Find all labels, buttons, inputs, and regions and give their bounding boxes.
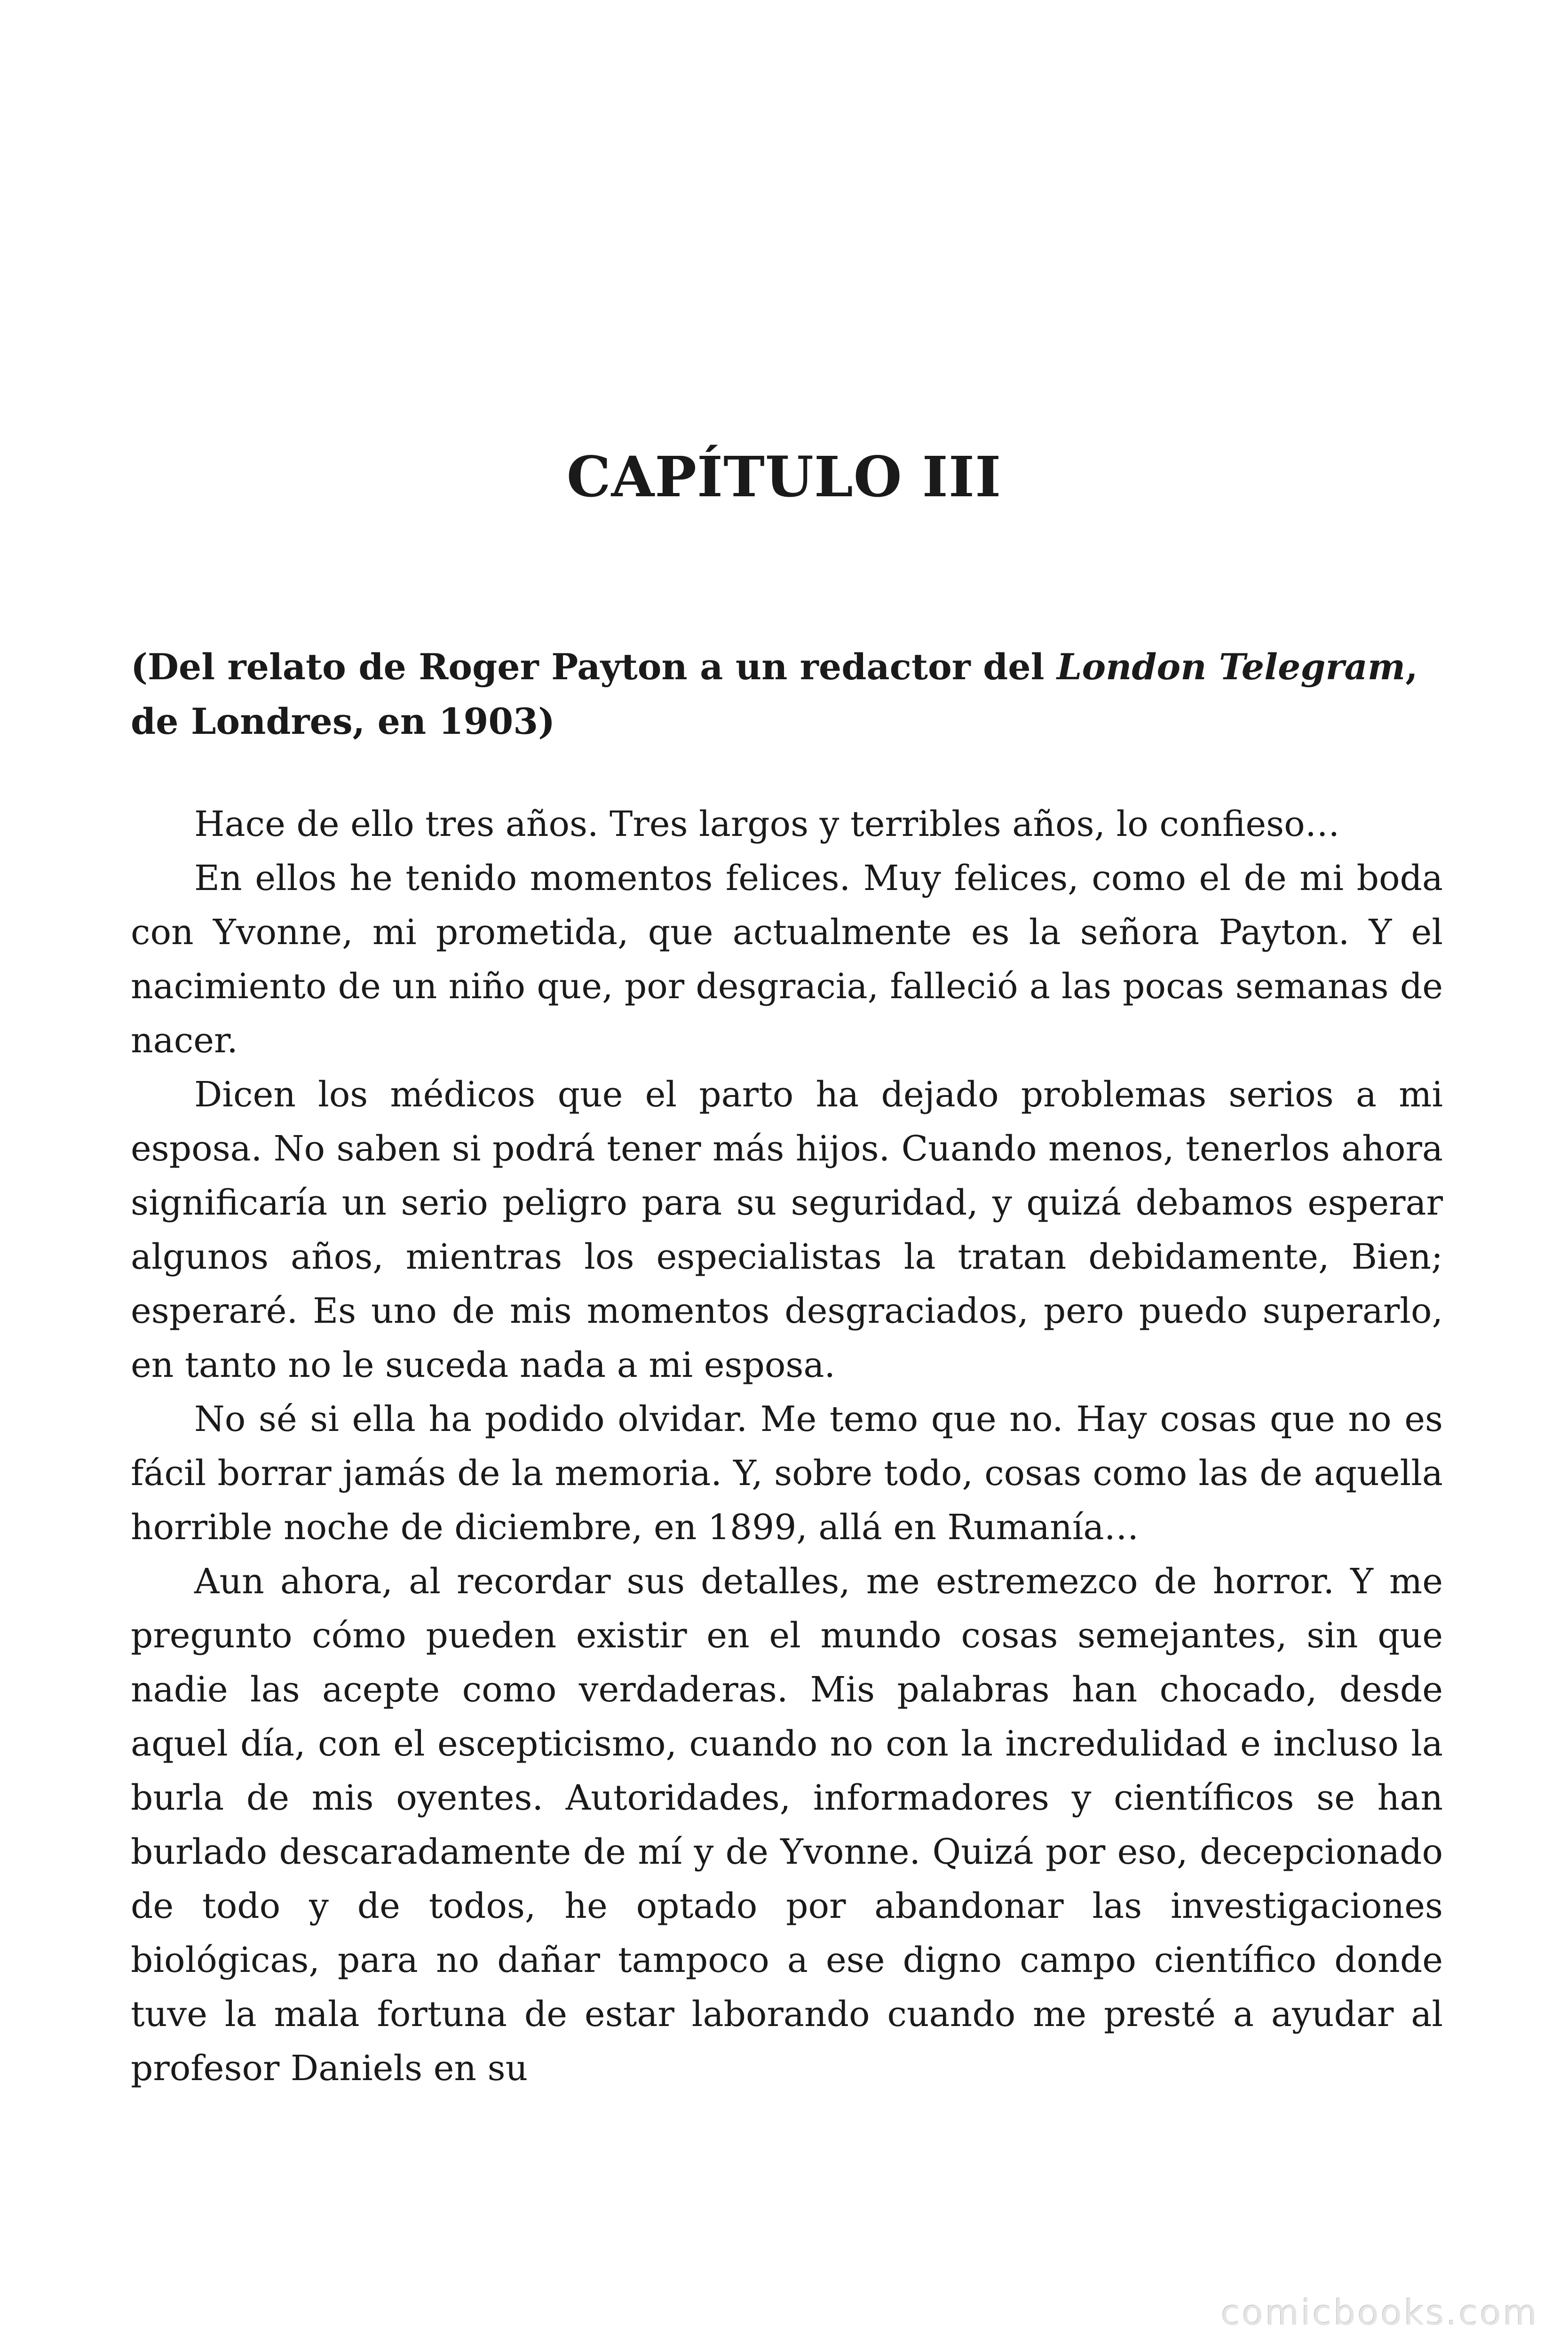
body-text [131, 797, 1443, 2096]
paragraph: Dicen los médicos que el parto ha dejado problemas serios a mi esposa. No saben si podrá tener más hijos. Cuando menos, tenerlos ahora significaría un serio peligro para su seguridad, y quizá debamos esperar algunos años, mientras los especialistas la tratan debidamente, Bien; esperaré. Es uno de mis momentos desgraciados, pero puedo superarlo, en tanto no le suceda nada a mi esposa. [131, 1074, 1443, 1385]
watermark-logo: comicbooks.com [1221, 2293, 1539, 2333]
paragraph: Aun ahora, al recordar sus detalles, me estremezco de horror. Y me pregunto cómo pueden existir en el mundo cosas semejantes, sin que nadie las acepte como verdaderas. Mis palabras han chocado, desde aquel día, con el escepticismo, cuando no con la incredulidad e incluso la burla de mis oyentes. Autoridades, informadores y científicos se han burlado descaradamente de mí y de Yvonne. Quizá por eso, decepcionado de todo y de todos, he optado por abandonar las investigaciones biológicas, para no dañar tampoco a ese digno campo científico donde tuve la mala fortuna de estar laborando cuando me presté a ayudar al profesor Daniels en su [131, 1561, 1443, 2089]
paragraph: No sé si ella ha podido olvidar. Me temo que no. Hay cosas que no es fácil borrar jamás de la memoria. Y, sobre todo, cosas como las de aquella horrible noche de diciembre, en 1899, allá en Rumanía… [131, 1399, 1443, 1548]
publication-name: London Telegram [1057, 646, 1406, 688]
subtitle-prefix: (Del relato de Roger Payton a un redactor del [131, 646, 1057, 688]
paragraph: Hace de ello tres años. Tres largos y terribles años, lo confieso… [194, 804, 1340, 844]
chapter-title: CAPÍTULO III [566, 444, 1002, 509]
paragraph: En ellos he tenido momentos felices. Muy felices, como el de mi boda con Yvonne, mi prometida, que actualmente es la señora Payton. Y el nacimiento de un niño que, por desgracia, falleció a las pocas semanas de nacer. [131, 858, 1443, 1061]
subtitle-suffix: , de Londres, en 1903) [131, 646, 1418, 742]
chapter-subtitle [131, 640, 1443, 749]
